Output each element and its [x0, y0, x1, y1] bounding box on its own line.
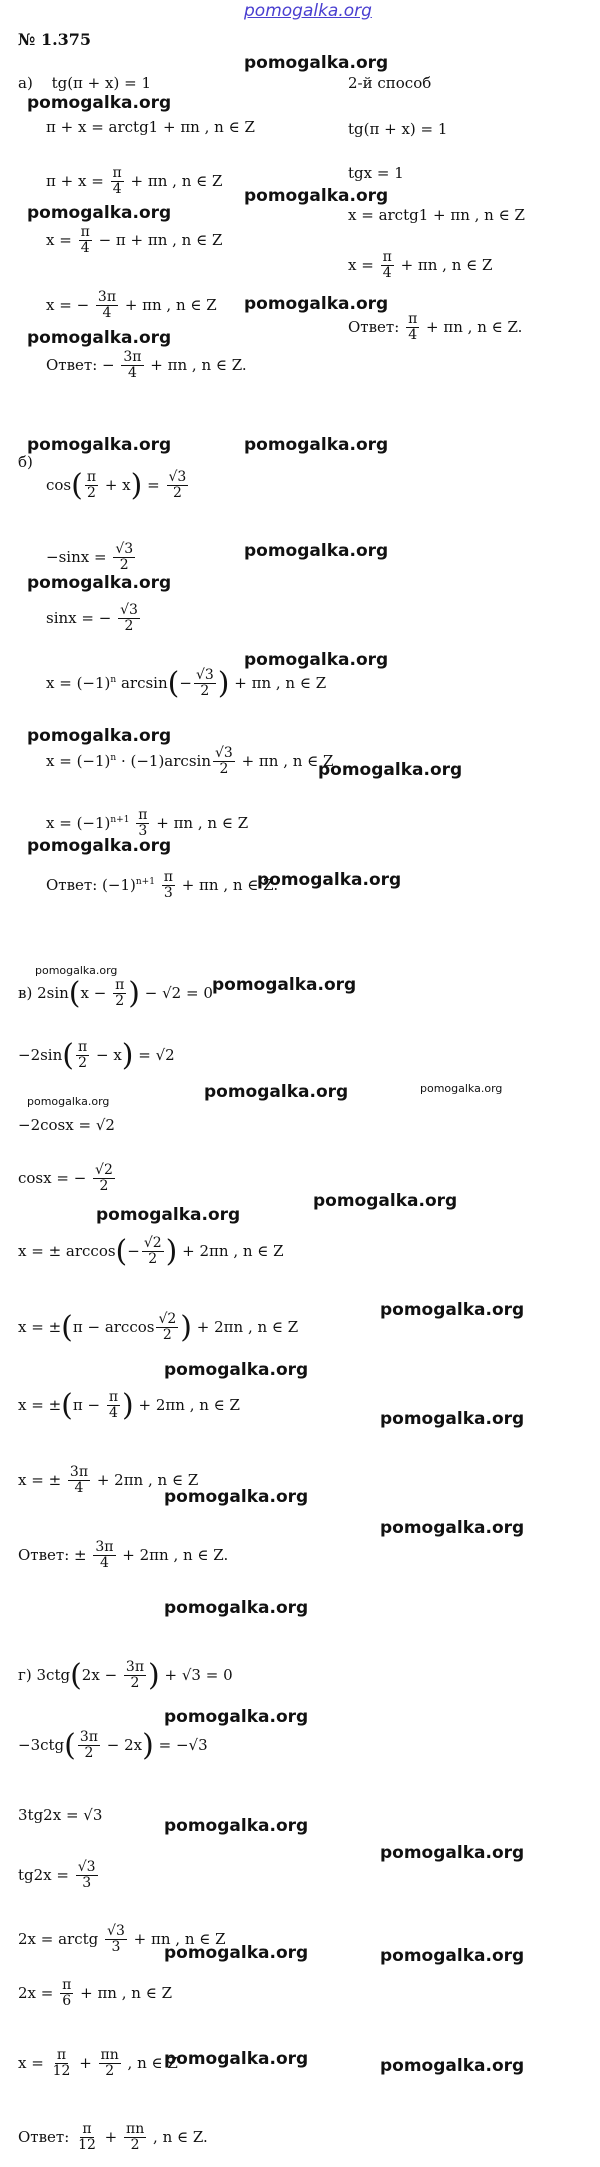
den: 4 — [108, 1405, 118, 1422]
step-text: + πn , n ∈ Z — [156, 813, 249, 832]
num: √3 — [115, 541, 134, 557]
part-g-step3 — [18, 1860, 100, 1892]
exponent: n — [110, 674, 117, 685]
den: 2 — [124, 618, 134, 635]
paren: ) — [128, 975, 140, 1011]
part-a-alt4 — [348, 250, 492, 282]
fraction — [124, 2122, 146, 2154]
step-text: + πn , n ∈ Z — [80, 1983, 172, 2002]
part-a-step1: π + x = arctg1 + πn , n ∈ Z — [46, 118, 255, 136]
step-text: −2sin — [18, 1045, 63, 1064]
den: 2 — [105, 2063, 115, 2080]
part-g-step5 — [18, 1978, 172, 2010]
part-v-step6 — [18, 1387, 240, 1423]
step-text: + — [79, 2053, 92, 2072]
step-text: = 0 — [186, 983, 213, 1002]
num: π — [56, 2047, 67, 2063]
part-b-step4 — [46, 746, 333, 778]
part-g-answer — [18, 2122, 208, 2154]
den: 2 — [84, 1745, 94, 1762]
num: √2 — [158, 1311, 177, 1327]
fraction — [79, 225, 92, 257]
step-text: − x — [95, 1045, 122, 1064]
step-text: − 2x — [106, 1735, 143, 1754]
answer-text: Ответ: — [348, 317, 400, 336]
watermark: pomogalka.org — [164, 1707, 309, 1727]
den: 2 — [162, 1327, 172, 1344]
watermark: pomogalka.org — [27, 93, 172, 113]
den: 2 — [87, 485, 96, 502]
step-text: + πn , n ∈ Z — [124, 295, 217, 314]
step-text: 2x = — [18, 1983, 54, 2002]
num: 3π — [97, 289, 117, 305]
part-a-eq-text: tg(π + x) = 1 — [51, 74, 151, 92]
paren: ( — [71, 467, 83, 503]
part-a-alt-title: 2-й способ — [348, 74, 432, 92]
paren: ( — [62, 1037, 74, 1073]
watermark: pomogalka.org — [244, 650, 389, 670]
answer-text: + 2πn , n ∈ Z. — [122, 1545, 229, 1564]
paren: ) — [165, 1233, 178, 1269]
part-v-step3 — [18, 1163, 117, 1195]
step-text: = √2 — [138, 1045, 175, 1064]
exponent: n+1 — [135, 876, 155, 887]
answer-text: Ответ: — [18, 2127, 70, 2146]
watermark: pomogalka.org — [244, 186, 389, 206]
num: π — [78, 1039, 88, 1055]
den: 4 — [102, 305, 112, 322]
den: 3 — [111, 1939, 121, 1956]
den: 4 — [99, 1555, 109, 1572]
watermark: pomogalka.org — [313, 1191, 458, 1211]
fraction — [76, 2122, 98, 2154]
num: 3π — [79, 1729, 98, 1745]
watermark: pomogalka.org — [27, 435, 172, 455]
num: 3π — [95, 1539, 114, 1555]
paren: ) — [180, 1309, 193, 1345]
part-a-answer — [46, 350, 247, 382]
num: √3 — [107, 1923, 125, 1939]
step-text: x = − — [46, 295, 90, 314]
fraction — [121, 350, 143, 382]
answer-text: Ответ: − — [46, 355, 115, 374]
fraction — [113, 978, 126, 1010]
part-v-step1 — [18, 1037, 175, 1073]
den: 2 — [130, 1675, 140, 1692]
num: √3 — [214, 745, 233, 761]
step-text: − π + πn , n ∈ Z — [98, 230, 223, 249]
step-text: · (−1)arcsin — [116, 751, 211, 770]
fraction — [99, 2048, 121, 2080]
watermark-top[interactable]: pomogalka.org — [244, 1, 372, 21]
fraction — [113, 542, 135, 574]
step-text: + πn , n ∈ Z — [400, 255, 493, 274]
part-a-step3 — [46, 225, 222, 257]
step-text: 3ctg — [36, 1665, 71, 1684]
den: 3 — [82, 1875, 92, 1892]
step-text: x = ± — [18, 1395, 62, 1414]
num: πn — [100, 2047, 119, 2063]
part-v-answer — [18, 1540, 228, 1572]
watermark: pomogalka.org — [164, 1943, 309, 1963]
watermark: pomogalka.org — [204, 1082, 349, 1102]
exponent: n+1 — [110, 814, 130, 825]
part-v-equation — [18, 975, 213, 1011]
step-text: − √2 — [144, 983, 182, 1002]
part-b-step3: $x = (-1)^n$ arcsin(− $\frac{√3}{2}$ ) + πn , n ∈ Z — [46, 665, 327, 701]
part-g-step1 — [18, 1727, 208, 1763]
step-text: −2cosx = — [18, 1116, 92, 1134]
step-text: x − — [80, 983, 107, 1002]
step-text: x = — [46, 230, 72, 249]
step-text: + √3 = 0 — [164, 1665, 233, 1684]
num: πn — [126, 2121, 145, 2137]
den: 2 — [78, 1055, 88, 1072]
part-v-step2 — [18, 1118, 115, 1133]
num: √2 — [143, 1235, 162, 1251]
exponent: n — [110, 752, 117, 763]
step-text: x = ± arccos — [18, 1241, 116, 1260]
watermark: pomogalka.org — [244, 294, 389, 314]
part-v-step4: x = ± arccos(− $\frac{√2}{2}$ ) + 2πn , n ∈ Z — [18, 1233, 284, 1269]
num: π — [408, 311, 418, 327]
step-text: π + x = — [46, 171, 104, 190]
part-v-step5 — [18, 1309, 299, 1345]
paren: ) — [142, 1727, 154, 1763]
problem-number: № 1.375 — [18, 30, 92, 49]
step-text: tg2x = — [18, 1865, 69, 1884]
fraction — [156, 1312, 178, 1344]
answer-text: + πn , n ∈ Z. — [181, 875, 279, 894]
watermark: pomogalka.org — [380, 2056, 525, 2076]
fraction — [136, 808, 149, 840]
fraction — [213, 746, 235, 778]
num: π — [62, 1977, 72, 1993]
part-v-label: в) — [18, 983, 33, 1002]
den: 2 — [219, 761, 229, 778]
num: √3 — [168, 469, 187, 485]
fraction — [162, 870, 175, 902]
num: √3 — [77, 1859, 96, 1875]
num: 3π — [125, 1659, 145, 1675]
step-text: 2x − — [81, 1665, 118, 1684]
fraction — [60, 1978, 73, 2010]
watermark: pomogalka.org — [164, 1598, 309, 1618]
fraction — [107, 1390, 120, 1422]
den: 12 — [52, 2063, 71, 2080]
answer-text: Ответ: ± — [18, 1545, 87, 1564]
watermark-small: pomogalka.org — [35, 964, 118, 977]
den: 2 — [200, 683, 210, 700]
part-a-alt1: tg(π + x) = 1 — [348, 120, 448, 138]
step-text: arcsin — [116, 673, 168, 692]
num: π — [138, 807, 148, 823]
step-text: x = (−1) — [46, 673, 111, 692]
paren: ( — [115, 1233, 128, 1269]
watermark: pomogalka.org — [380, 1409, 525, 1429]
den: 3 — [163, 885, 173, 902]
step-text: + 2πn , n ∈ Z — [182, 1241, 284, 1260]
paren: ( — [167, 665, 180, 701]
part-g-label: г) — [18, 1665, 32, 1684]
part-g-equation — [18, 1657, 233, 1693]
part-a-step4 — [46, 290, 217, 322]
num: π — [112, 165, 122, 181]
den: 3 — [138, 823, 148, 840]
fraction — [93, 1540, 115, 1572]
den: 2 — [172, 485, 182, 502]
fraction — [381, 250, 394, 282]
step-text: cos — [46, 475, 72, 494]
fraction — [406, 312, 419, 344]
paren: ( — [68, 975, 81, 1011]
step-text: −sinx = — [46, 547, 107, 566]
step-text: x = (−1) — [46, 813, 111, 832]
num: √3 — [120, 602, 138, 618]
paren: ) — [130, 467, 143, 503]
part-b-step5 — [46, 808, 248, 840]
num: π — [86, 469, 97, 485]
den: 6 — [62, 1993, 72, 2010]
part-a-equation — [18, 76, 151, 91]
step-text: x = ± — [18, 1470, 62, 1489]
part-a-label: а) — [18, 74, 33, 92]
part-a-step2 — [46, 166, 222, 198]
watermark: pomogalka.org — [164, 1360, 309, 1380]
den: 4 — [408, 327, 418, 344]
watermark: pomogalka.org — [27, 573, 172, 593]
paren: ( — [64, 1727, 76, 1763]
part-b-step2 — [46, 603, 142, 635]
watermark: pomogalka.org — [257, 870, 402, 890]
num: √3 — [195, 667, 214, 683]
num: π — [382, 249, 392, 265]
fraction — [124, 1660, 146, 1692]
step-text: π − — [72, 1395, 101, 1414]
step-text: x = ± — [18, 1317, 62, 1336]
watermark: pomogalka.org — [380, 1843, 525, 1863]
fraction — [68, 1465, 90, 1497]
step-text: √2 — [95, 1116, 115, 1134]
fraction — [142, 1236, 164, 1268]
step-text: sinx = − — [46, 608, 112, 627]
fraction — [167, 470, 189, 502]
step-text: + πn , n ∈ Z — [133, 1929, 226, 1948]
part-g-step6 — [18, 2048, 178, 2080]
den: 2 — [119, 557, 129, 574]
paren: ) — [121, 1037, 134, 1073]
watermark: pomogalka.org — [212, 975, 357, 995]
watermark: pomogalka.org — [380, 1518, 525, 1538]
num: π — [115, 977, 125, 993]
num: 3π — [123, 349, 142, 365]
num: 3π — [69, 1464, 89, 1480]
den: 2 — [99, 1178, 109, 1195]
watermark: pomogalka.org — [244, 53, 389, 73]
part-b-equation — [46, 467, 190, 503]
watermark-small: pomogalka.org — [420, 1082, 503, 1095]
answer-text: , n ∈ Z. — [153, 2127, 208, 2146]
den: 4 — [127, 365, 137, 382]
fraction — [76, 1040, 89, 1072]
part-g-step4 — [18, 1924, 226, 1956]
fraction — [51, 2048, 73, 2080]
answer-text: + πn , n ∈ Z. — [150, 355, 247, 374]
den: 4 — [112, 181, 122, 198]
paren: ( — [70, 1657, 82, 1693]
fraction — [76, 1860, 98, 1892]
part-a-alt-answer — [348, 312, 522, 344]
paren: ) — [217, 665, 230, 701]
watermark: pomogalka.org — [96, 1205, 241, 1225]
step-text: 2sin — [37, 983, 69, 1002]
fraction — [85, 470, 98, 502]
watermark: pomogalka.org — [380, 1300, 525, 1320]
watermark: pomogalka.org — [27, 836, 172, 856]
fraction — [96, 290, 118, 322]
part-g-step2: 3tg2x = √3 — [18, 1806, 103, 1824]
part-b-label: б) — [18, 453, 33, 471]
paren: ( — [61, 1309, 73, 1345]
step-text: = −√3 — [158, 1735, 208, 1754]
step-text: , n ∈ Z — [127, 2053, 178, 2072]
watermark: pomogalka.org — [380, 1946, 525, 1966]
watermark: pomogalka.org — [27, 328, 172, 348]
fraction — [111, 166, 124, 198]
step-text: x = — [348, 255, 374, 274]
step-text: x = — [18, 2053, 44, 2072]
step-text: x = (−1) — [46, 751, 111, 770]
step-text: + x — [104, 475, 131, 494]
den: 2 — [115, 993, 125, 1010]
part-a-alt3: x = arctg1 + πn , n ∈ Z — [348, 206, 525, 224]
paren: ( — [61, 1387, 73, 1423]
step-text: + πn , n ∈ Z — [241, 751, 334, 770]
den: 4 — [74, 1480, 84, 1497]
fraction — [194, 668, 216, 700]
watermark: pomogalka.org — [164, 1487, 309, 1507]
part-b-step1 — [46, 542, 137, 574]
watermark: pomogalka.org — [318, 760, 463, 780]
paren: ) — [148, 1657, 160, 1693]
watermark: pomogalka.org — [27, 203, 172, 223]
part-v-step7 — [18, 1465, 198, 1497]
fraction — [118, 603, 140, 635]
watermark: pomogalka.org — [244, 541, 389, 561]
step-text: −3ctg — [18, 1735, 65, 1754]
step-text: = — [147, 475, 160, 494]
num: π — [80, 224, 90, 240]
step-text: 2x = arctg — [18, 1929, 99, 1948]
step-text: + πn , n ∈ Z — [234, 673, 327, 692]
watermark: pomogalka.org — [164, 2049, 309, 2069]
step-text: cosx = − — [18, 1168, 87, 1187]
num: π — [163, 869, 173, 885]
step-text: + 2πn , n ∈ Z — [96, 1470, 199, 1489]
part-b-answer — [46, 870, 278, 902]
watermark: pomogalka.org — [164, 1816, 309, 1836]
den: 2 — [148, 1251, 158, 1268]
part-a-alt2: tgx = 1 — [348, 164, 404, 182]
den: 12 — [78, 2137, 96, 2154]
step-text: + 2πn , n ∈ Z — [138, 1395, 240, 1414]
den: 2 — [130, 2137, 140, 2154]
fraction — [78, 1730, 100, 1762]
den: 4 — [80, 240, 90, 257]
watermark: pomogalka.org — [27, 726, 172, 746]
den: 4 — [382, 265, 392, 282]
num: π — [82, 2121, 92, 2137]
watermark-small: pomogalka.org — [27, 1095, 110, 1108]
num: √2 — [95, 1162, 113, 1178]
step-text: + 2πn , n ∈ Z — [196, 1317, 299, 1336]
answer-text: Ответ: (−1) — [46, 875, 136, 894]
num: π — [108, 1389, 119, 1405]
step-text: + — [104, 2127, 118, 2146]
watermark: pomogalka.org — [244, 435, 389, 455]
step-text: + πn , n ∈ Z — [130, 171, 223, 190]
answer-text: + πn , n ∈ Z. — [426, 317, 523, 336]
paren: ) — [122, 1387, 134, 1423]
fraction — [93, 1163, 115, 1195]
step-text: π − arccos — [72, 1317, 155, 1336]
fraction — [105, 1924, 127, 1956]
